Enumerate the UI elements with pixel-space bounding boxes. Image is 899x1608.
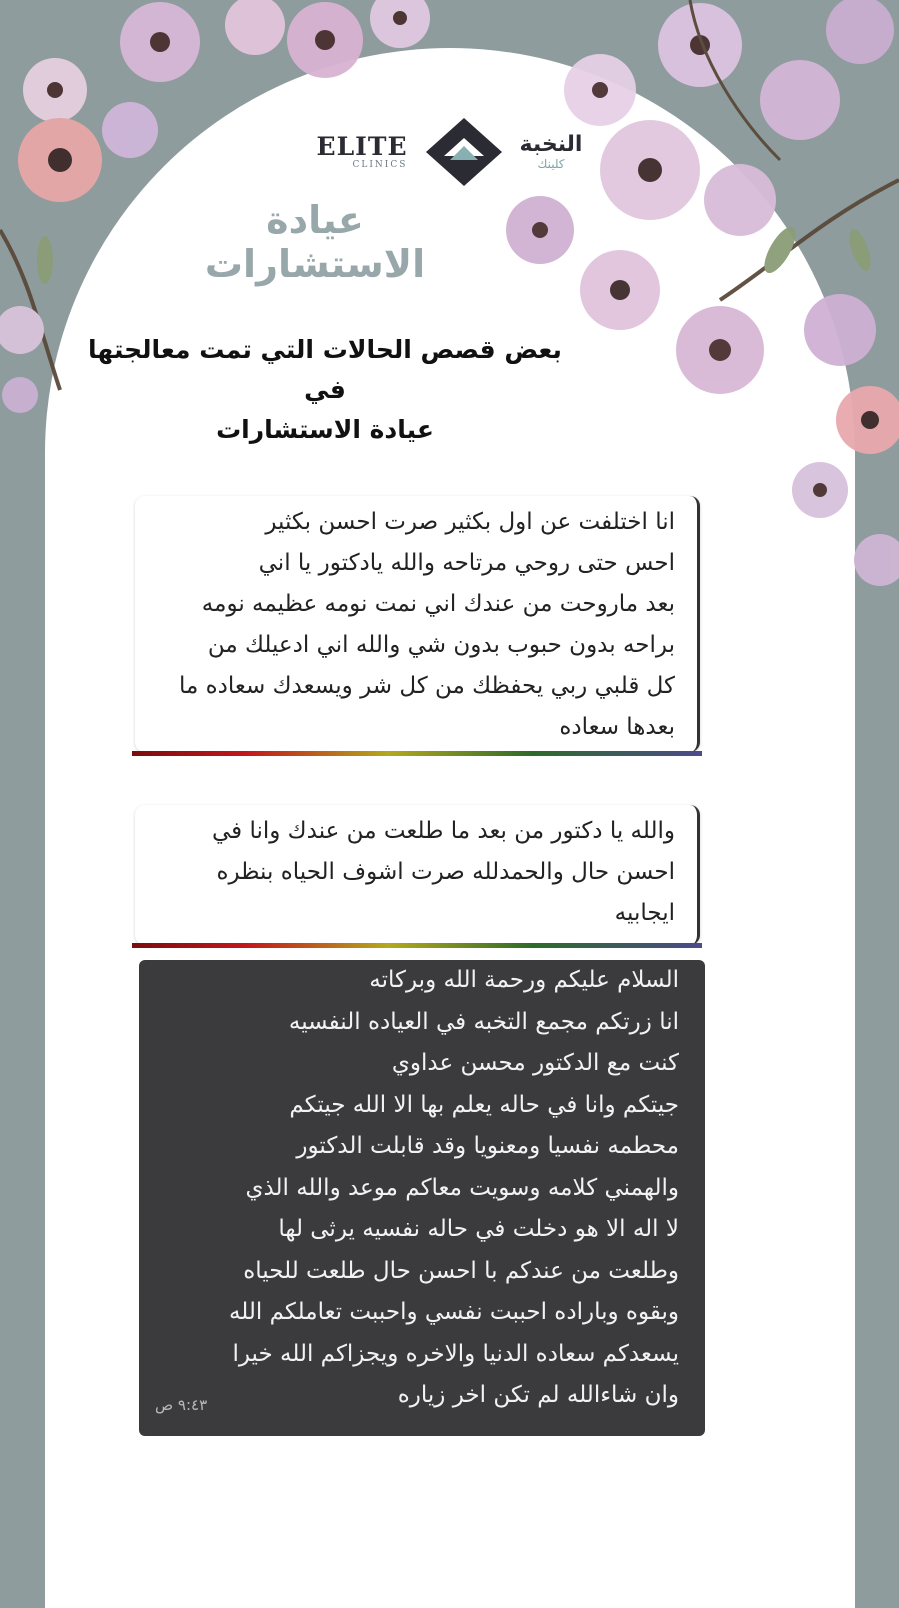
brand-name-ar: النخبة xyxy=(519,132,583,157)
testimonial-line: والهمني كلامه وسويت معاكم موعد والله الذي xyxy=(245,1174,679,1201)
screenshot-edge-stripe xyxy=(132,751,702,756)
testimonial-line: براحه بدون حبوب بدون شي والله اني ادعيلك من xyxy=(207,632,675,658)
testimonial-bubble-2 xyxy=(135,805,700,945)
testimonial-line: جيتكم وانا في حاله يعلم بها الا الله جيتكم xyxy=(289,1091,679,1118)
testimonial-line: وبقوه وباراده احببت نفسي واحببت تعاملكم الله xyxy=(228,1299,679,1325)
screenshot-edge-stripe xyxy=(132,943,702,948)
brand-arabic xyxy=(520,133,583,171)
page-heading xyxy=(60,330,590,450)
testimonial-line: ايجابيه xyxy=(614,900,675,926)
brand-sub-en: CLINICS xyxy=(352,160,408,170)
elite-logo-icon xyxy=(422,116,506,188)
brand-name-en: ELITE xyxy=(316,132,408,161)
testimonial-line: وطلعت من عندكم با احسن حال طلعت للحياه xyxy=(243,1257,679,1284)
testimonial-line: وان شاءالله لم تكن اخر زياره xyxy=(397,1382,679,1408)
testimonial-line: السلام عليكم ورحمة الله وبركاته xyxy=(369,967,679,993)
clinic-title: عيادة الاستشارات xyxy=(204,198,426,286)
testimonial-line: انا اختلفت عن اول بكثير صرت احسن بكثير xyxy=(265,509,675,535)
heading-line-2: في xyxy=(304,375,346,404)
testimonial-line: والله يا دكتور من بعد ما طلعت من عندك وانا في xyxy=(211,818,675,844)
testimonial-line: بعدها سعاده xyxy=(559,714,675,740)
testimonial-line: يسعدكم سعاده الدنيا والاخره ويجزاكم الله خيرا xyxy=(232,1340,679,1367)
testimonial-line: احس حتى روحي مرتاحه والله يادكتور يا اني xyxy=(258,550,675,576)
testimonial-line: لا اله الا هو دخلت في حاله نفسيه يرثى لها xyxy=(278,1216,679,1242)
testimonial-line: كنت مع الدكتور محسن عداوي xyxy=(391,1050,679,1076)
message-timestamp: ٩:٤٣ ص xyxy=(155,1395,208,1414)
testimonial-line: انا زرتكم مجمع التخبه في العياده النفسيه xyxy=(288,1008,679,1035)
brand-logo xyxy=(0,112,899,192)
testimonial-line: بعد ماروحت من عندك اني نمت نومه عظيمه نومه xyxy=(201,591,675,617)
testimonial-bubble-1 xyxy=(135,496,700,752)
brand-english xyxy=(317,134,408,170)
testimonial-line: احسن حال والحمدلله صرت اشوف الحياه بنظره xyxy=(216,859,675,885)
testimonial-line: كل قلبي ربي يحفظك من كل شر ويسعدك سعاده ما xyxy=(178,673,675,699)
testimonial-bubble-3 xyxy=(139,960,705,1436)
heading-line-1: بعض قصص الحالات التي تمت معالجتها xyxy=(88,335,562,364)
brand-sub-ar: كلينك xyxy=(537,157,565,171)
heading-line-3: عيادة الاستشارات xyxy=(216,415,434,444)
testimonial-line: محطمه نفسيا ومعنويا وقد قابلت الدكتور xyxy=(296,1133,679,1159)
